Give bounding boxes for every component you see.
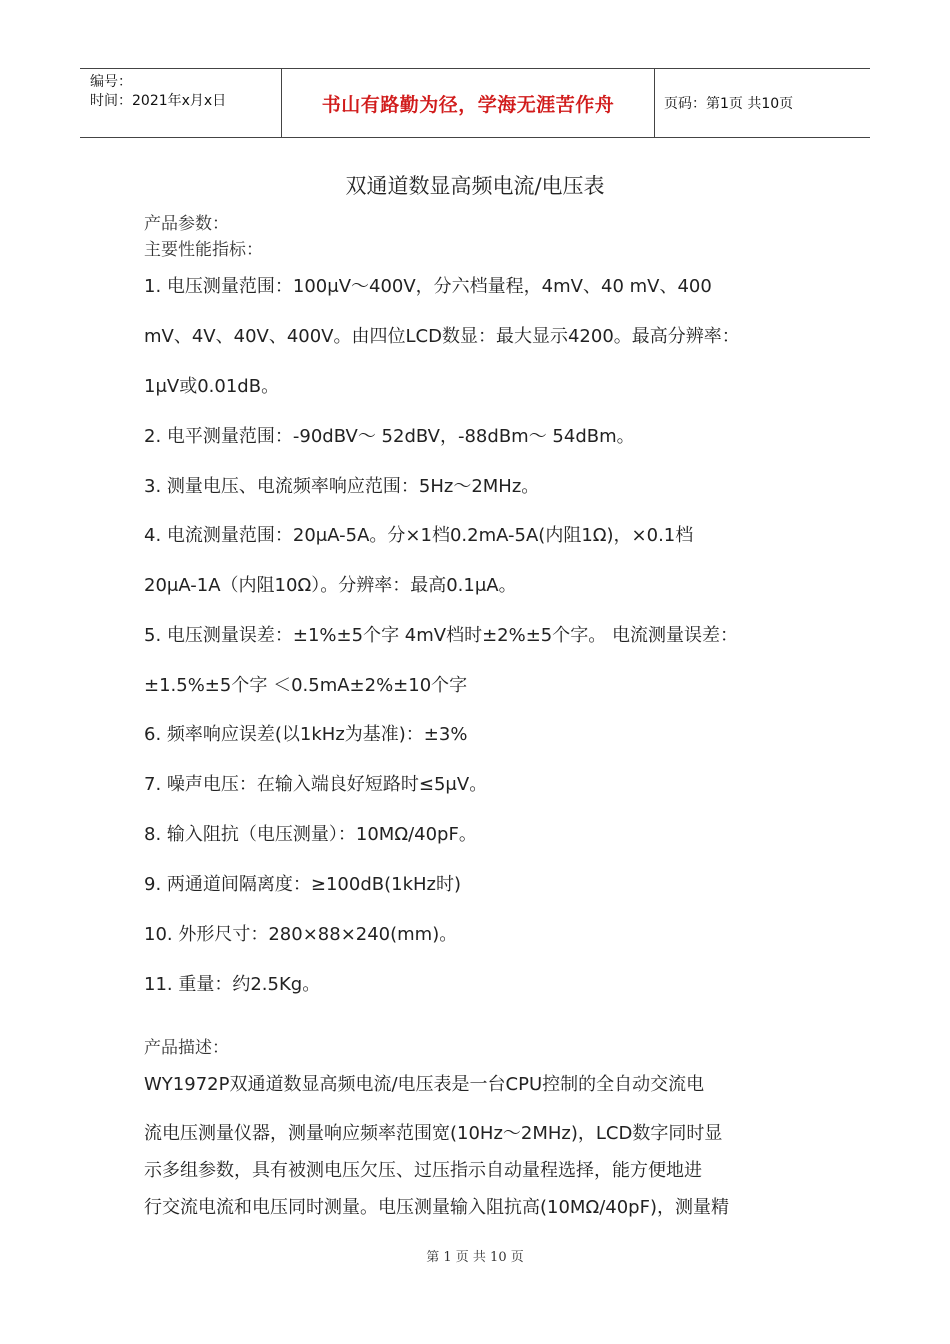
description-line: 示多组参数，具有被测电压欠压、过压指示自动量程选择，能方便地进 bbox=[144, 1160, 702, 1181]
header-page-info: 页码：第1页 共10页 bbox=[664, 96, 794, 112]
doc-time-label: 时间：2021年x月x日 bbox=[90, 93, 227, 109]
description-line: WY1972P双通道数显高频电流/电压表是一台CPU控制的全自动交流电 bbox=[144, 1074, 705, 1095]
spec-line: mV、4V、40V、400V。由四位LCD数显：最大显示4200。最高分辨率： bbox=[144, 326, 740, 347]
document-header bbox=[80, 68, 870, 138]
spec-line: 1μV或0.01dB。 bbox=[144, 376, 280, 397]
spec-line: 8. 输入阻抗（电压测量）：10MΩ/40pF。 bbox=[144, 824, 477, 845]
page-footer: 第 1 页 共 10 页 bbox=[426, 1250, 524, 1265]
spec-line: 7. 噪声电压：在输入端良好短路时≤5μV。 bbox=[144, 774, 488, 795]
spec-line: 5. 电压测量误差：±1%±5个字 4mV档时±2%±5个字。 电流测量误差： bbox=[144, 625, 738, 646]
spec-line: 6. 频率响应误差(以1kHz为基准)：±3% bbox=[144, 724, 468, 745]
params-label: 产品参数： bbox=[144, 214, 229, 234]
spec-line: 1. 电压测量范围：100μV～400V，分六档量程，4mV、40 mV、400 bbox=[144, 276, 712, 297]
description-line: 流电压测量仪器，测量响应频率范围宽(10Hz～2MHz)，LCD数字同时显 bbox=[144, 1123, 723, 1144]
spec-line: ±1.5%±5个字 ＜0.5mA±2%±10个字 bbox=[144, 675, 468, 696]
spec-line: 4. 电流测量范围：20μA-5A。分×1档0.2mA-5A(内阻1Ω)，×0.1档 bbox=[144, 525, 694, 546]
description-line: 行交流电流和电压同时测量。电压测量输入阻抗高(10MΩ/40pF)，测量精 bbox=[144, 1197, 729, 1218]
document-title: 双通道数显高频电流/电压表 bbox=[345, 174, 605, 198]
spec-line: 2. 电平测量范围：-90dBV～ 52dBV，-88dBm～ 54dBm。 bbox=[144, 426, 635, 447]
description-label: 产品描述： bbox=[144, 1038, 229, 1058]
spec-line: 20μA-1A（内阻10Ω）。分辨率：最高0.1μA。 bbox=[144, 575, 517, 596]
spec-line: 9. 两通道间隔离度：≥100dB(1kHz时) bbox=[144, 874, 462, 895]
spec-line: 10. 外形尺寸：280×88×240(mm)。 bbox=[144, 924, 458, 945]
performance-label: 主要性能指标： bbox=[144, 240, 263, 260]
doc-number-label: 编号： bbox=[90, 74, 132, 90]
header-motto: 书山有路勤为径，学海无涯苦作舟 bbox=[282, 69, 655, 137]
spec-line: 11. 重量：约2.5Kg。 bbox=[144, 974, 321, 995]
header-meta-cell bbox=[80, 69, 282, 137]
spec-line: 3. 测量电压、电流频率响应范围：5Hz～2MHz。 bbox=[144, 476, 540, 497]
